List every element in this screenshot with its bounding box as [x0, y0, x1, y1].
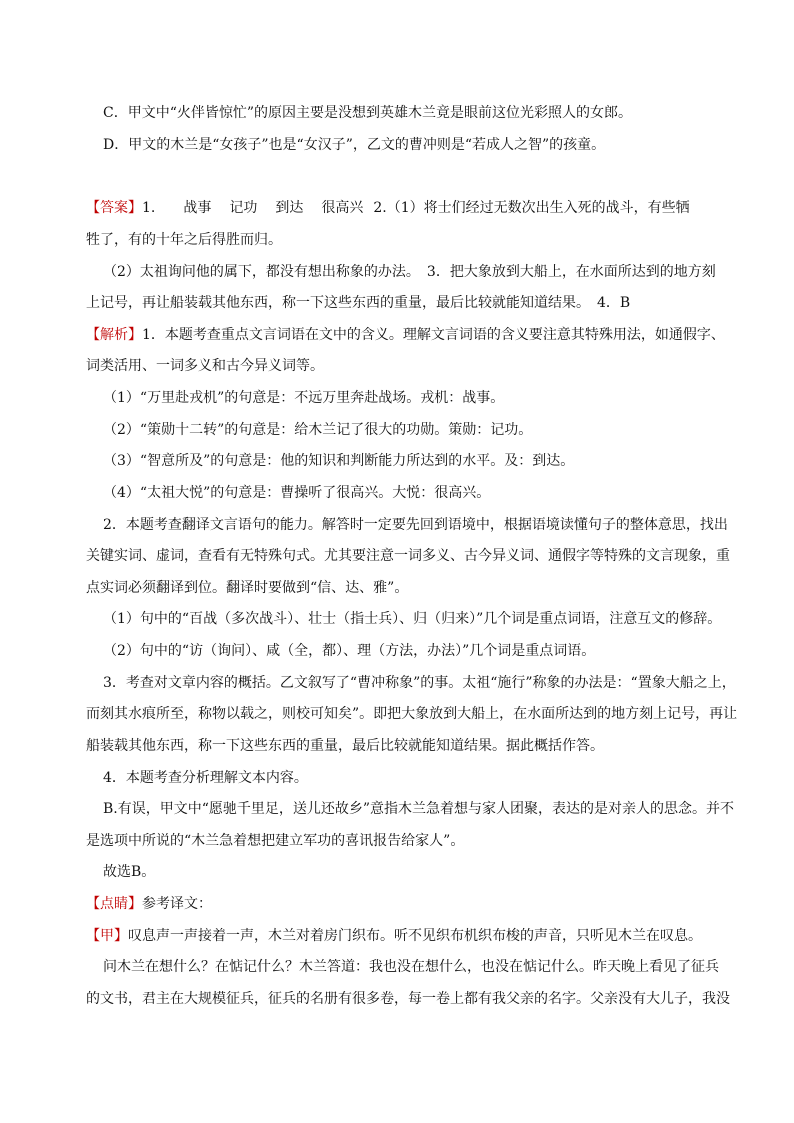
analysis-sub-1: （1）“万里赴戎机”的句意是：不远万里奔赴战场。戎机：战事。 — [103, 390, 505, 406]
answer-suffix: 2.（1）将士们经过无数次出生入死的战斗，有些牺 — [373, 200, 690, 216]
answer-word-1: 战事 — [183, 200, 212, 216]
translation-line-3: 的文书，君主在大规模征兵，征兵的名册有很多卷，每一卷上都有我父亲的名字。父亲没有大儿子，我没 — [86, 991, 730, 1007]
analysis-p3-line-3: 船装载其他东西，称一下这些东西的重量，最后比较就能知道结果。据此概括作答。 — [86, 738, 604, 754]
analysis-p2-line-2: 关键实词、虚词，查看有无特殊句式。尤其要注意一词多义、古今异义词、通假字等特殊的文言现象，重 — [86, 548, 730, 564]
answer-label: 【答案】 — [86, 200, 142, 216]
answer-prefix: 1. — [142, 200, 156, 216]
analysis-p4-line-4: 故选B。 — [103, 864, 156, 880]
analysis-sub-3: （3）“智意所及”的句意是：他的知识和判断能力所达到的水平。及：到达。 — [103, 453, 575, 469]
translation-jia-line — [86, 926, 702, 946]
answer-word-3: 到达 — [275, 200, 304, 216]
option-c: C．甲文中“火伴皆惊忙”的原因主要是没想到英雄木兰竟是眼前这位光彩照人的女郎。 — [103, 105, 633, 121]
analysis-p2-line-3: 点实词必须翻译到位。翻译时要做到“信、达、雅”。 — [86, 580, 409, 596]
answer-line-4: 上记号，再让船装载其他东西，称一下这些东西的重量，最后比较就能知道结果。 4．B — [86, 295, 631, 311]
analysis-sub-4: （4）“太祖大悦”的句意是：曹操听了很高兴。大悦：很高兴。 — [103, 485, 491, 501]
answer-word-2: 记功 — [229, 200, 258, 216]
analysis-p4-line-1: 4．本题考查分析理解文本内容。 — [103, 770, 308, 786]
analysis-p4-line-3: 是选项中所说的“木兰急着想把建立军功的喜讯报告给家人”。 — [86, 833, 465, 849]
comment-label: 【点睛】 — [86, 896, 142, 912]
analysis-p4-line-2: B.有误，甲文中“愿驰千里足，送儿还故乡”意指木兰急着想与家人团聚，表达的是对亲人的思念。并不 — [103, 801, 735, 817]
analysis-line-2: 词类活用、一词多义和古今异义词等。 — [86, 358, 324, 374]
analysis-p2-sub-2: （2）句中的“访（询问）、咸（全，都）、理（方法，办法）”几个词是重点词语。 — [103, 643, 596, 659]
comment-line — [86, 894, 212, 914]
translation-jia-label: 【甲】 — [86, 928, 128, 944]
analysis-p3-line-2: 而刻其水痕所至，称物以载之，则校可知矣”。即把大象放到大船上，在水面所达到的地方刻上记号，再让 — [86, 706, 738, 722]
answer-line-2: 牲了，有的十年之后得胜而归。 — [86, 232, 282, 248]
comment-text: 参考译文： — [142, 896, 212, 912]
translation-jia-text: 叹息声一声接着一声，木兰对着房门织布。听不见织布机织布梭的声音，只听见木兰在叹息。 — [128, 928, 702, 944]
option-d: D．甲文的木兰是“女孩子”也是“女汉子”，乙文的曹冲则是“若成人之智”的孩童。 — [103, 137, 606, 153]
analysis-sub-2: （2）“策勋十二转”的句意是：给木兰记了很大的功勋。策勋：记功。 — [103, 422, 533, 438]
answer-line-3: （2）太祖询问他的属下，都没有想出称象的办法。 3．把大象放到大船上，在水面所达到的地方刻 — [103, 264, 716, 280]
analysis-p2-sub-1: （1）句中的“百战（多次战斗）、壮士（指士兵）、归（归来）”几个词是重点词语，注意互文的修辞。 — [103, 611, 722, 627]
analysis-text: 1．本题考查重点文言词语在文中的含义。理解文言词语的含义要注意其特殊用法，如通假字、 — [142, 327, 725, 343]
analysis-line-1 — [86, 325, 725, 345]
analysis-p3-line-1: 3．考查对文章内容的概括。乙文叙写了“曹冲称象”的事。太祖“施行”称象的办法是：“置象大船之上， — [103, 675, 736, 691]
analysis-label: 【解析】 — [86, 327, 142, 343]
translation-line-2: 问木兰在想什么？在惦记什么？木兰答道：我也没在想什么，也没在惦记什么。昨天晚上看见了征兵 — [103, 959, 719, 975]
analysis-p2-line-1: 2．本题考查翻译文言语句的能力。解答时一定要先回到语境中，根据语境读懂句子的整体意思，找出 — [103, 517, 728, 533]
answer-line-1 — [86, 198, 690, 218]
answer-word-4: 很高兴 — [321, 200, 364, 216]
